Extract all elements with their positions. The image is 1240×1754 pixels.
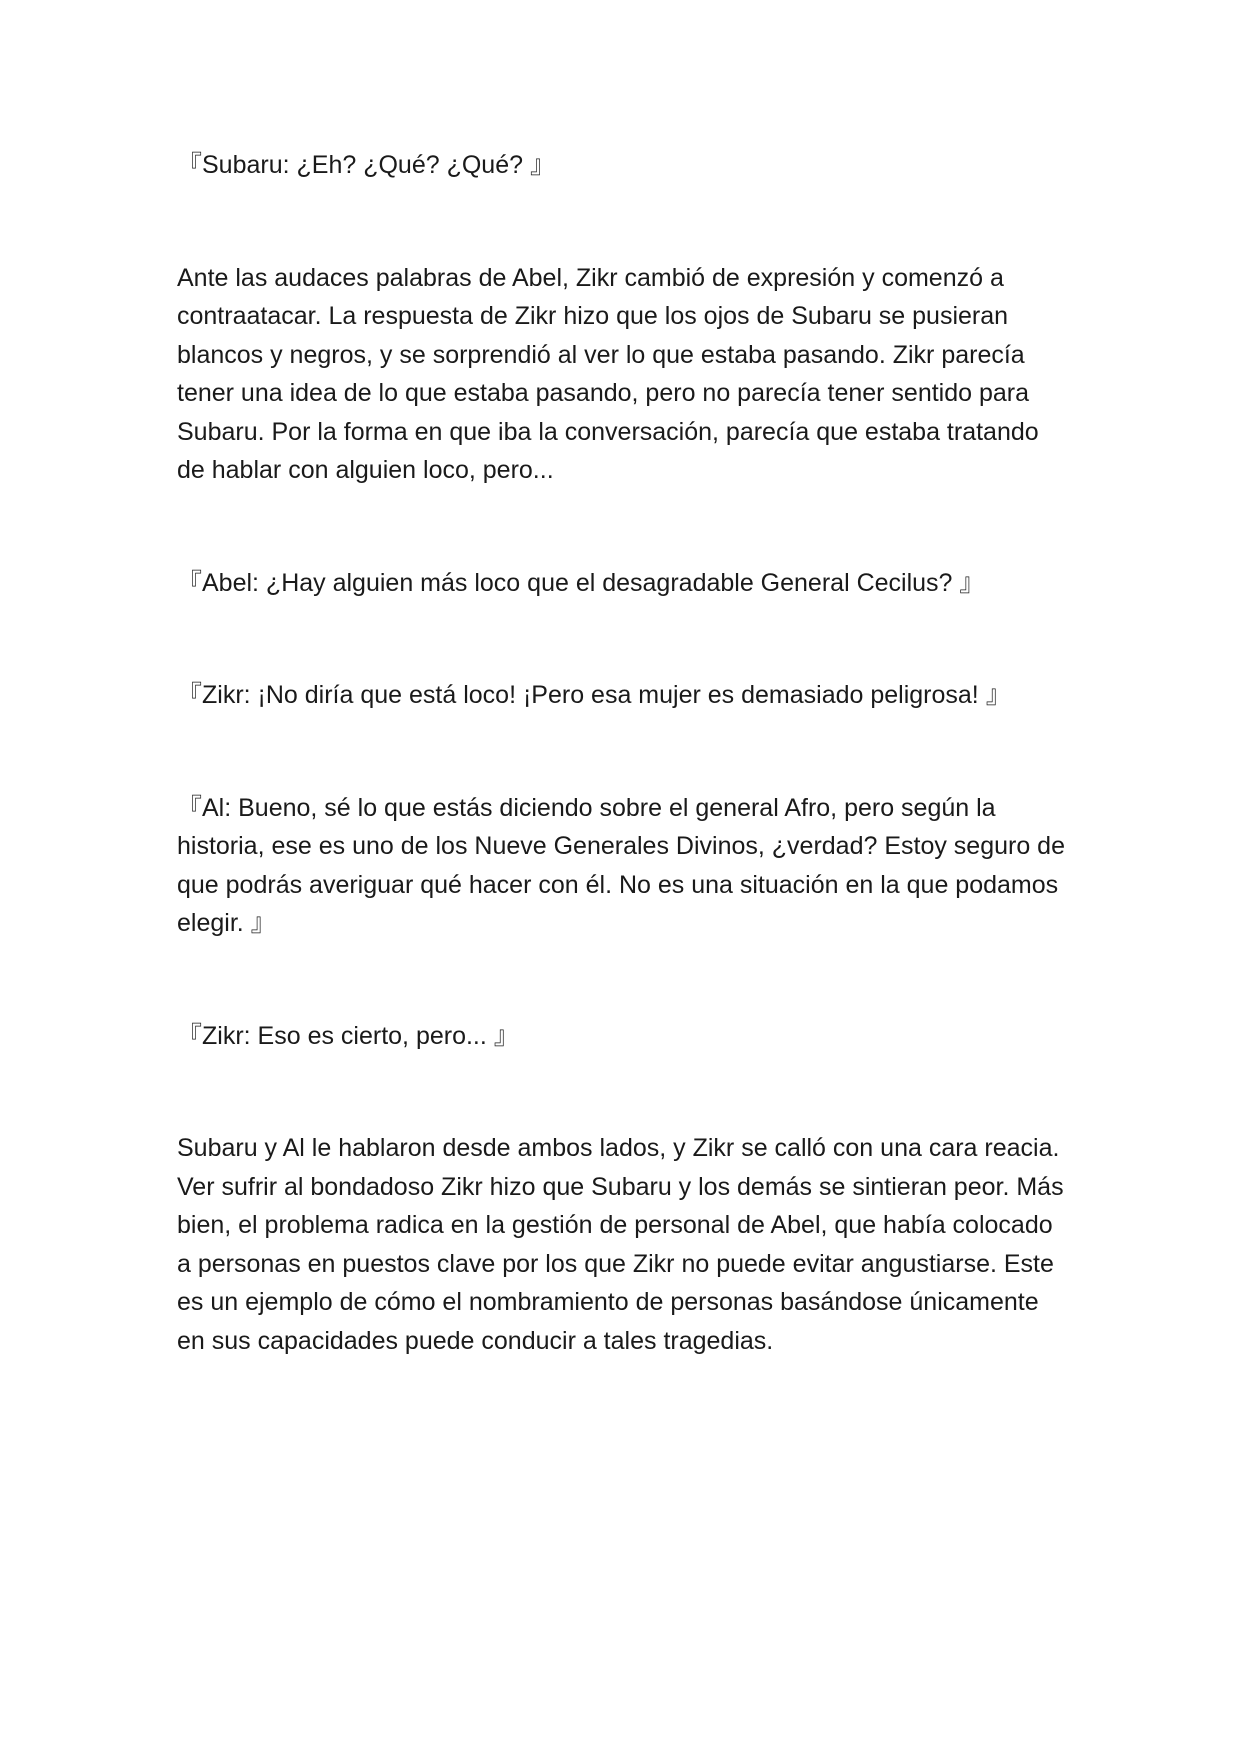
paragraph-spacer	[177, 185, 1067, 259]
paragraph-spacer	[177, 1055, 1067, 1129]
dialogue-line: 『Subaru: ¿Eh? ¿Qué? ¿Qué? 』	[177, 151, 555, 179]
dialogue-line: 『Zikr: ¡No diría que está loco! ¡Pero esa mujer es demasiado peligrosa! 』	[177, 681, 1011, 709]
dialogue-line: 『Zikr: Eso es cierto, pero... 』	[177, 1021, 519, 1050]
paragraph-spacer	[177, 602, 1067, 676]
narrative-paragraph: Ante las audaces palabras de Abel, Zikr cambió de expresión y comenzó a contraatacar. La respuesta de Zikr hizo que los ojos de Subaru se pusieran blancos y negros, y se sorprendió al ver lo que estaba pasando. Zikr parecía tener una idea de lo que estaba pasando, pero no parecía tener sentido para Subaru. Por la forma en que iba la conversación, parecía que estaba tratando de hablar con alguien loco, pero...	[177, 263, 1039, 484]
narrative-paragraph: Subaru y Al le hablaron desde ambos lados, y Zikr se calló con una cara reacia. Ver sufrir al bondadoso Zikr hizo que Subaru y los demás se sintieran peor. Más bien, el problema radica en la gestión de personal de Abel, que había colocado a personas en puestos clave por los que Zikr no puede evitar angustiarse. Este es un ejemplo de cómo el nombramiento de personas basándose únicamente en sus capacidades puede conducir a tales tragedias.	[177, 1134, 1064, 1355]
dialogue-line: 『Abel: ¿Hay alguien más loco que el desagradable General Cecilus? 』	[177, 568, 985, 597]
document-body	[177, 146, 1067, 1360]
paragraph-spacer	[177, 943, 1067, 1017]
paragraph-spacer	[177, 490, 1067, 564]
dialogue-line: 『Al: Bueno, sé lo que estás diciendo sobre el general Afro, pero según la historia, ese es uno de los Nueve Generales Divinos, ¿verdad? Estoy seguro de que podrás averiguar qué hacer con él. No es una situación en la que podamos elegir. 』	[177, 793, 1065, 937]
paragraph-spacer	[177, 715, 1067, 789]
